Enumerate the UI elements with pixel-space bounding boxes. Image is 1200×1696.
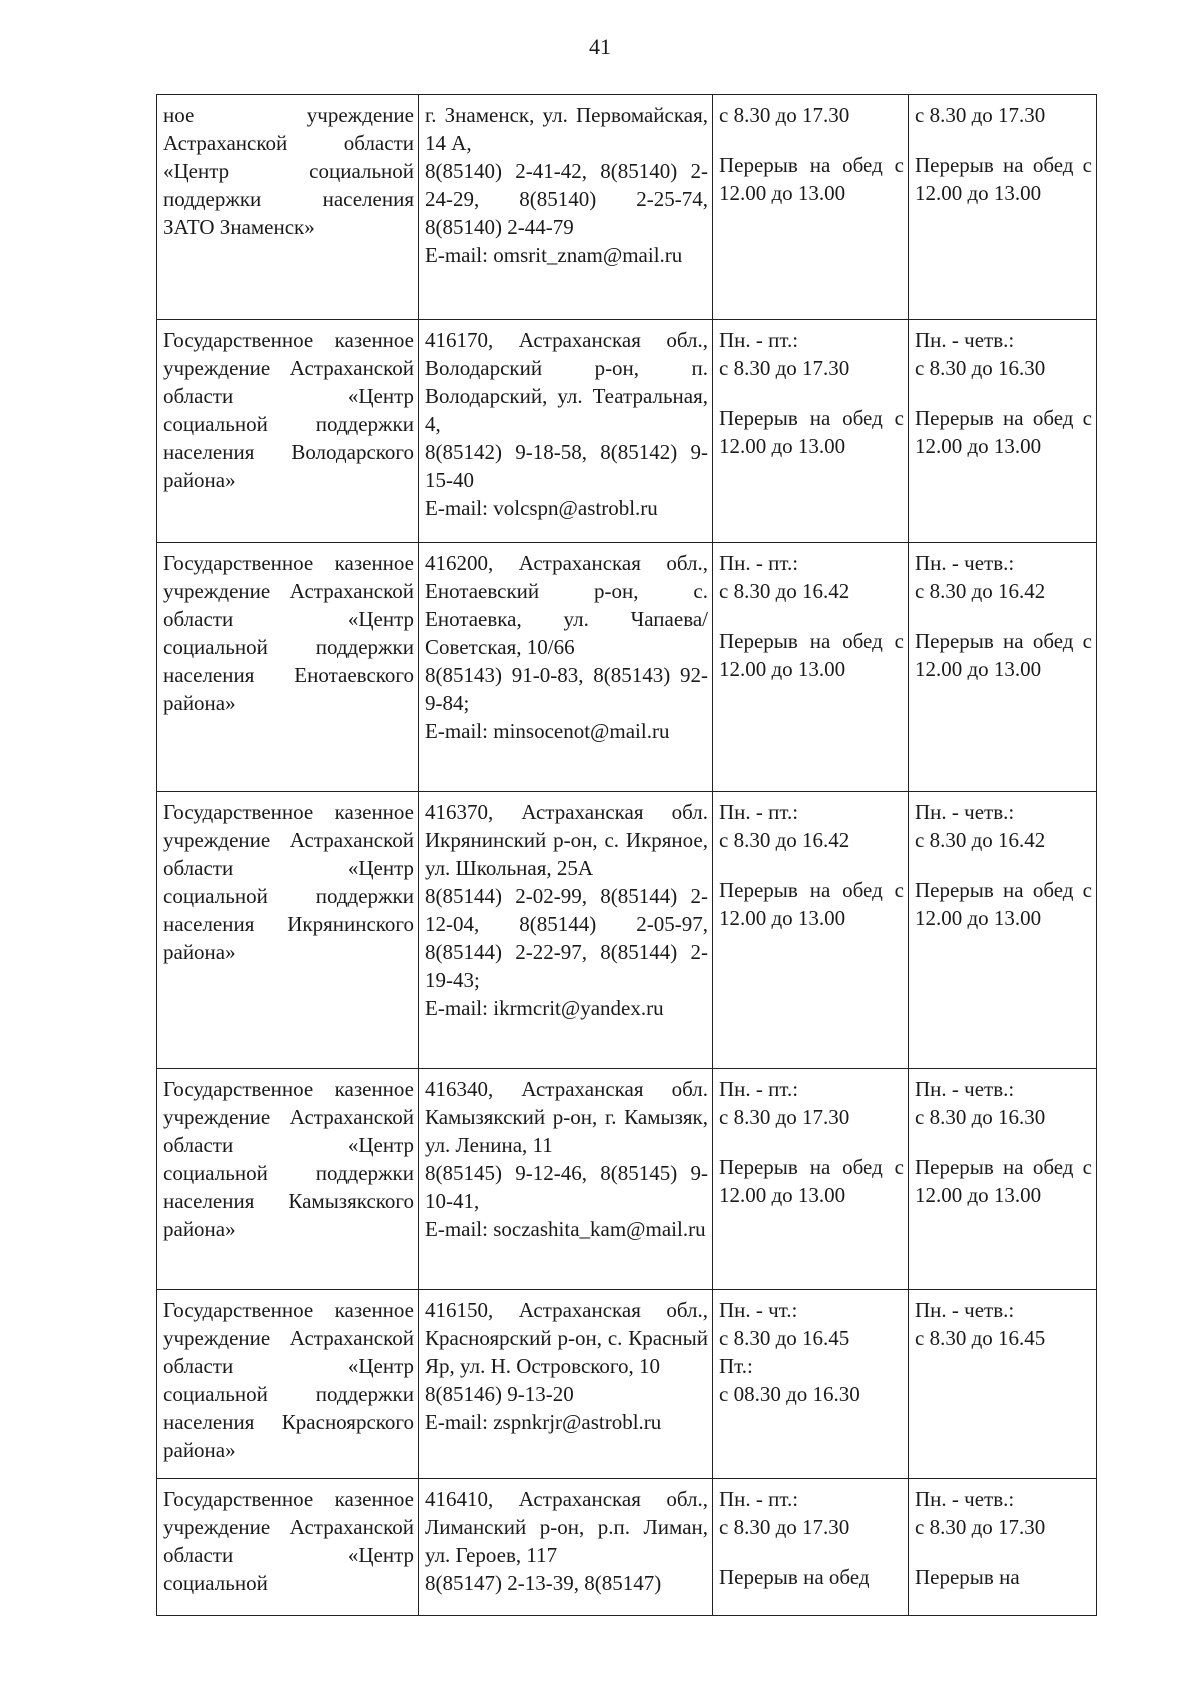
- reception-hours-cell: [909, 1069, 1097, 1290]
- email: E-mail: omsrit_znam@mail.ru: [425, 243, 683, 267]
- organization-name: ное учреждение Астраханской области «Центр социальной поддержки населения ЗАТО Знаменск»: [163, 103, 414, 239]
- lunch-break: Перерыв на обед с 12.00 до 13.00: [719, 878, 904, 930]
- phones: 8(85143) 91-0-83, 8(85143) 92-9-84;: [425, 663, 708, 715]
- contacts-cell: [419, 95, 713, 320]
- hours-time: с 8.30 до 17.30: [915, 1515, 1046, 1539]
- organization-cell: [157, 320, 419, 543]
- hours-days: Пн. - пт.:: [719, 328, 799, 352]
- address: 416410, Астраханская обл., Лиманский р-он, р.п. Лиман, ул. Героев, 117: [425, 1487, 708, 1567]
- phones: 8(85145) 9-12-46, 8(85145) 9-10-41,: [425, 1161, 708, 1213]
- hours-cell: [713, 543, 909, 792]
- organization-cell: [157, 1290, 419, 1479]
- email: E-mail: zspnkrjr@astrobl.ru: [425, 1410, 662, 1434]
- hours-cell: [713, 1290, 909, 1479]
- lunch-break: Перерыв на обед с 12.00 до 13.00: [719, 153, 904, 205]
- hours-days: Пн. - чт.:: [719, 1298, 798, 1322]
- organization-name: Государственное казенное учреждение Астраханской области «Центр социальной поддержки населения Икрянинского района»: [163, 800, 414, 964]
- reception-hours-cell: [909, 1479, 1097, 1616]
- organization-name: Государственное казенное учреждение Астраханской области «Центр социальной поддержки населения Камызякского района»: [163, 1077, 414, 1241]
- lunch-break: Перерыв на обед с 12.00 до 13.00: [719, 406, 904, 458]
- hours-time: с 8.30 до 16.30: [915, 1105, 1046, 1129]
- table-row: [157, 320, 1097, 543]
- institutions-table: [156, 94, 1097, 1616]
- organization-name: Государственное казенное учреждение Астраханской области «Центр социальной поддержки населения Володарского района»: [163, 328, 414, 492]
- email: E-mail: volcspn@astrobl.ru: [425, 496, 658, 520]
- contacts-cell: [419, 792, 713, 1069]
- phones: 8(85144) 2-02-99, 8(85144) 2-12-04, 8(85144) 2-05-97, 8(85144) 2-22-97, 8(85144) 2-19-43;: [425, 884, 708, 992]
- hours-time: с 8.30 до 17.30: [719, 103, 850, 127]
- email: E-mail: soczashita_kam@mail.ru: [425, 1217, 706, 1241]
- organization-cell: [157, 792, 419, 1069]
- reception-hours-cell: [909, 543, 1097, 792]
- table-row: [157, 1290, 1097, 1479]
- hours-days: Пн. - четв.:: [915, 1298, 1015, 1322]
- hours-days: Пн. - четв.:: [915, 1077, 1015, 1101]
- table-row: [157, 1069, 1097, 1290]
- contacts-cell: [419, 320, 713, 543]
- phones: 8(85147) 2-13-39, 8(85147): [425, 1571, 662, 1595]
- hours-time: с 8.30 до 17.30: [915, 103, 1046, 127]
- hours-cell: [713, 95, 909, 320]
- organization-name: Государственное казенное учреждение Астраханской области «Центр социальной поддержки населения Красноярского района»: [163, 1298, 414, 1462]
- hours-time: с 8.30 до 16.45: [719, 1326, 850, 1350]
- hours-time: с 8.30 до 16.42: [719, 579, 850, 603]
- hours-time: с 8.30 до 16.45: [915, 1326, 1046, 1350]
- contacts-cell: [419, 1479, 713, 1616]
- reception-hours-cell: [909, 792, 1097, 1069]
- lunch-break: Перерыв на обед с 12.00 до 13.00: [719, 1155, 904, 1207]
- reception-hours-cell: [909, 320, 1097, 543]
- hours-time: с 8.30 до 17.30: [719, 1105, 850, 1129]
- hours-time: с 8.30 до 17.30: [719, 356, 850, 380]
- hours-time: с 8.30 до 16.42: [719, 828, 850, 852]
- contacts-cell: [419, 1290, 713, 1479]
- lunch-break: Перерыв на обед с 12.00 до 13.00: [915, 153, 1092, 205]
- phones: 8(85146) 9-13-20: [425, 1382, 574, 1406]
- hours-days: Пн. - пт.:: [719, 551, 799, 575]
- lunch-break: Перерыв на обед: [719, 1565, 870, 1589]
- hours-cell: [713, 792, 909, 1069]
- lunch-break: Перерыв на обед с 12.00 до 13.00: [915, 406, 1092, 458]
- hours-days: Пн. - пт.:: [719, 1487, 799, 1511]
- address: 416150, Астраханская обл., Красноярский р-он, с. Красный Яр, ул. Н. Островского, 10: [425, 1298, 708, 1378]
- phones: 8(85140) 2-41-42, 8(85140) 2-24-29, 8(85140) 2-25-74, 8(85140) 2-44-79: [425, 159, 708, 239]
- hours-days: Пн. - пт.:: [719, 1077, 799, 1101]
- friday-days: Пт.:: [719, 1354, 753, 1378]
- table-row: [157, 1479, 1097, 1616]
- phones: 8(85142) 9-18-58, 8(85142) 9-15-40: [425, 440, 708, 492]
- organization-cell: [157, 1479, 419, 1616]
- organization-name: Государственное казенное учреждение Астраханской области «Центр социальной: [163, 1487, 414, 1595]
- contacts-cell: [419, 543, 713, 792]
- hours-days: Пн. - четв.:: [915, 328, 1015, 352]
- hours-time: с 8.30 до 16.42: [915, 828, 1046, 852]
- hours-time: с 8.30 до 16.42: [915, 579, 1046, 603]
- address: 416170, Астраханская обл., Володарский р-он, п. Володарский, ул. Театральная, 4,: [425, 328, 708, 436]
- lunch-break: Перерыв на обед с 12.00 до 13.00: [915, 878, 1092, 930]
- contacts-cell: [419, 1069, 713, 1290]
- table-body: [157, 95, 1097, 1616]
- reception-hours-cell: [909, 1290, 1097, 1479]
- organization-cell: [157, 543, 419, 792]
- hours-time: с 8.30 до 16.30: [915, 356, 1046, 380]
- table-row: [157, 792, 1097, 1069]
- table-row: [157, 543, 1097, 792]
- lunch-break: Перерыв на: [915, 1565, 1020, 1589]
- hours-days: Пн. - четв.:: [915, 800, 1015, 824]
- hours-cell: [713, 320, 909, 543]
- hours-days: Пн. - четв.:: [915, 551, 1015, 575]
- hours-cell: [713, 1069, 909, 1290]
- organization-name: Государственное казенное учреждение Астраханской области «Центр социальной поддержки населения Енотаевского района»: [163, 551, 414, 715]
- address: 416340, Астраханская обл. Камызякский р-он, г. Камызяк, ул. Ленина, 11: [425, 1077, 708, 1157]
- organization-cell: [157, 1069, 419, 1290]
- address: 416200, Астраханская обл., Енотаевский р-он, с. Енотаевка, ул. Чапаева/Советская, 10/66: [425, 551, 708, 659]
- lunch-break: Перерыв на обед с 12.00 до 13.00: [915, 1155, 1092, 1207]
- hours-time: с 8.30 до 17.30: [719, 1515, 850, 1539]
- lunch-break: Перерыв на обед с 12.00 до 13.00: [915, 629, 1092, 681]
- email: E-mail: minsocenot@mail.ru: [425, 719, 670, 743]
- hours-cell: [713, 1479, 909, 1616]
- hours-days: Пн. - пт.:: [719, 800, 799, 824]
- hours-days: Пн. - четв.:: [915, 1487, 1015, 1511]
- lunch-break: Перерыв на обед с 12.00 до 13.00: [719, 629, 904, 681]
- page-number: 41: [589, 34, 611, 59]
- friday-time: с 08.30 до 16.30: [719, 1382, 860, 1406]
- address: г. Знаменск, ул. Первомайская, 14 А,: [425, 103, 708, 155]
- table-row: [157, 95, 1097, 320]
- email: E-mail: ikrmcrit@yandex.ru: [425, 996, 664, 1020]
- reception-hours-cell: [909, 95, 1097, 320]
- address: 416370, Астраханская обл. Икрянинский р-он, с. Икряное, ул. Школьная, 25А: [425, 800, 708, 880]
- organization-cell: [157, 95, 419, 320]
